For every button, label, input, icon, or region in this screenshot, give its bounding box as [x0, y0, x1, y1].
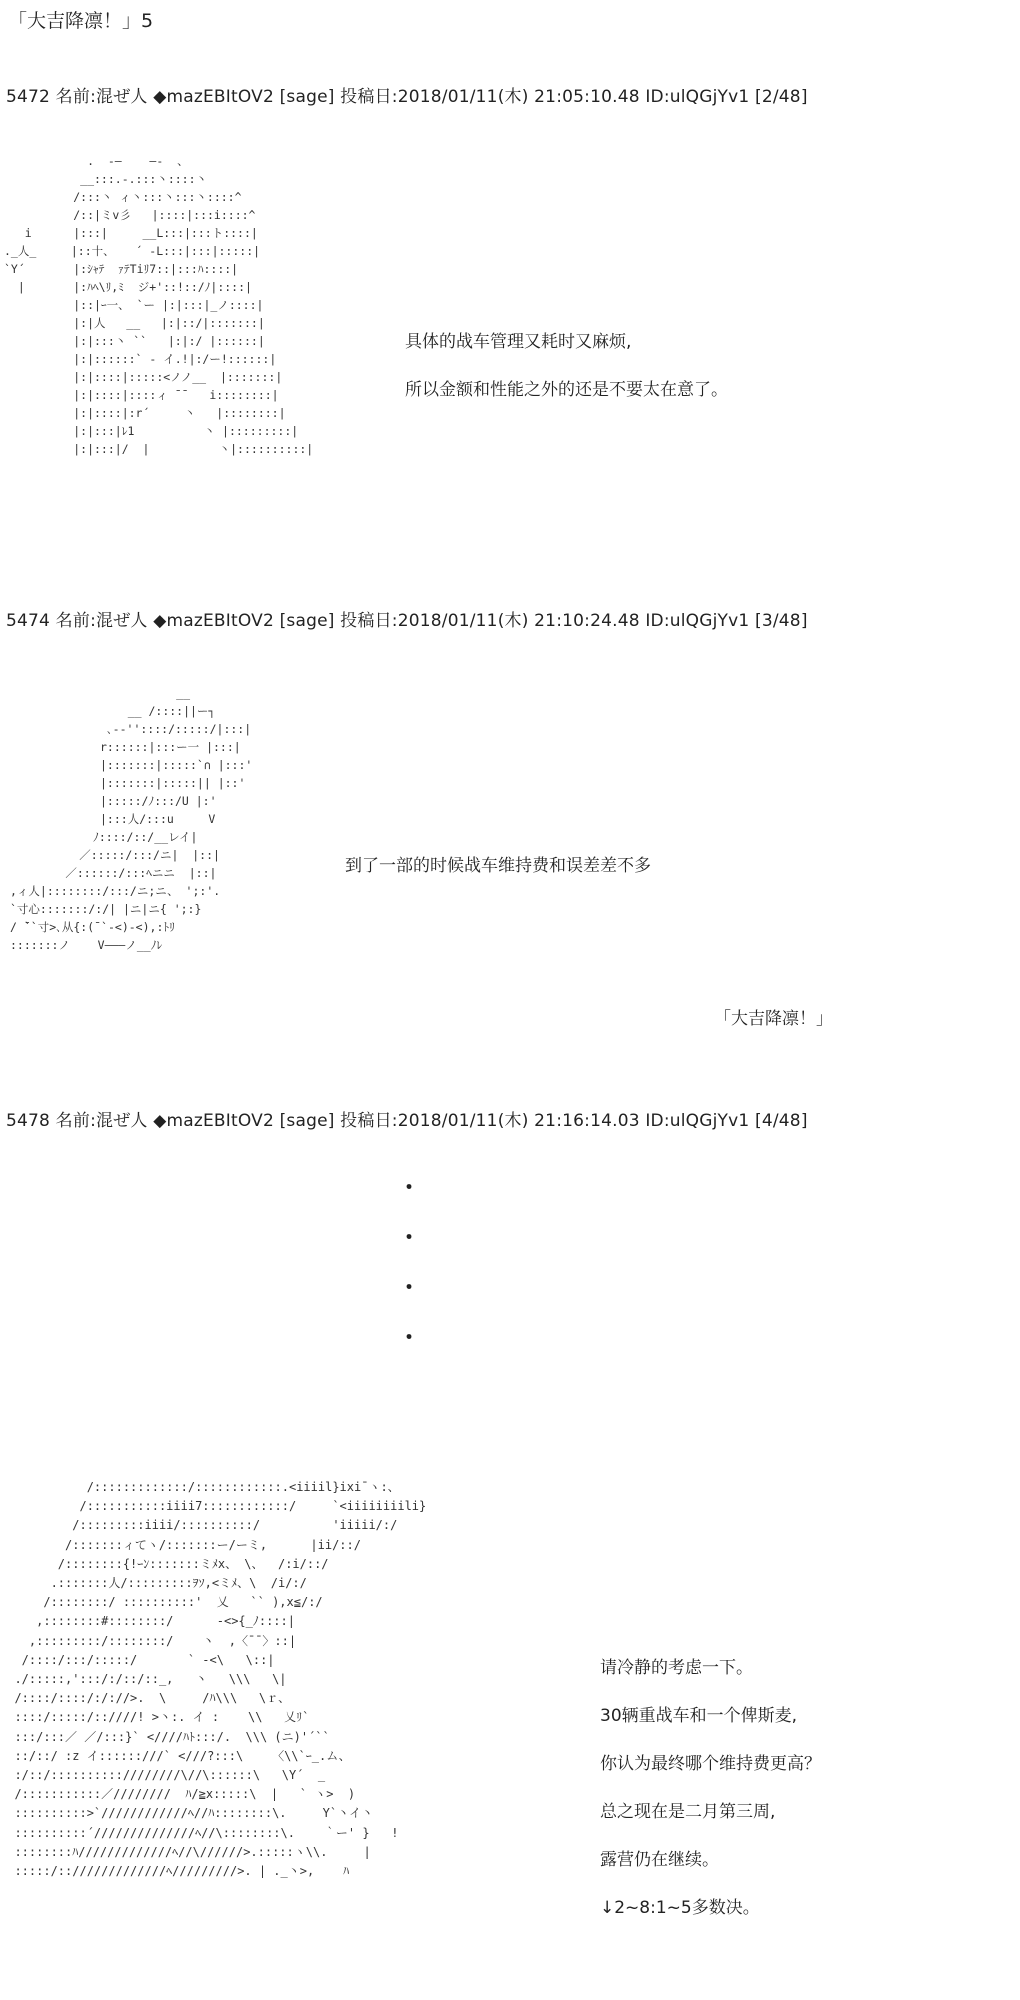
dialog-line: ↓2~8:1~5多数决。: [600, 1898, 760, 1918]
dialog-line: 所以金额和性能之外的还是不要太在意了。: [405, 380, 728, 400]
dot: ・: [398, 1176, 421, 1201]
dialog-line: 总之现在是二月第三周,: [600, 1802, 776, 1822]
post-dialog: [345, 842, 651, 890]
dialog-line: 到了一部的时候战车维持费和误差差不多: [345, 856, 651, 876]
post-dialog: [600, 1644, 821, 1932]
post-dialog: [405, 318, 728, 414]
ascii-art-character: . -― ―- 、 __:::.-.:::丶::::丶 /:::丶 ィ丶:::丶:::丶::::^ /::|ミv彡 |::::|:::i::::^ i |:::| __L:::|:::ト::::| ._人_ |::十、 ´ ‐L:::|:::|:::::| `Y´ |:ｼｬﾃ ｧﾃTiﾘ7::|:::ﾊ::::| | |:ﾊﾍ\ﾘ,ﾐ ジ+'::!::/ﾉ|::::| |::|ｰ一、 `ー |:|:::|_ノ::::| |:|人 __ |:|::/|:::::::| |:|:::丶 `` |:|:/ |::::::| |:|::::::` - イ.!|:/ー!::::::| |:|::::|:::::<ノノ__ |:::::::| |:|::::|::::ィ ̄ ̄ i::::::::| |:|::::|:r´ 丶 |::::::::| |:|:::|ﾚ1 丶 |:::::::::| |:|:::|/ | 丶|::::::::::|: [4, 154, 314, 456]
dialog-line: 请冷静的考虑一下。: [600, 1658, 753, 1678]
post-header: 5478 名前:混ぜ人 ◆mazEBItOV2 [sage] 投稿日:2018/01/11(木) 21:16:14.03 ID:ulQGjYv1 [4/48]: [6, 1111, 808, 1131]
ascii-art-character: /:::::::::::::/::::::::::::.<iiiil}ixi¯ヽ:、 /:::::::::::iiii7::::::::::::/ `<iiiiiiiili} /:::::::::iiii/::::::::::/ 'iiiii/:/ /:::::::ィてヽ/:::::::ー/ーミ, |ii/::/ /::::::::{!ｰﾝ:::::::ミﾒx、 \、 /:i/::/ .:::::::人/:::::::::ｦｿ,<ミﾒ、\ /i/:/ /::::::::/ ::::::::::' 乂 `` ),x≦/:/ ,::::::::#::::::::/ ‐<>{_ﾉ::::| ,:::::::::/::::::::/ 丶 ,〈¯¯〉::| /::::/:::/:::::/ ` ‐<\ \::| ./:::::,':::/:/::/::_, 丶 \\\ \| /::::/::::/:/://>. \ /ﾊ\\\ \ｒ、 ::::/:::::/::////! >丶:. イ : \\ 乂ﾘ` :::/:::／ ／/:::}` <////ﾊﾄ:::/. \\\ (ニ)'´`` ::/::/ :z イ::::::///` <///?:::\ 〈\\`ｰ_.ム、 :/::/::::::::::////////\//\::::::\ \Y´ _ /:::::::::::／//////// ﾊ/≧x:::::\ | ` ヽ> ) ::::::::::>`////////////ﾍ//ﾊ::::::::\. Y`丶イ丶 ::::::::::´//////////////ﾍ//\::::::::\. ｀ー' } ! ::::::::ﾊ/////////////ﾍ//\//////>.:::::ヽ\\. | :::::/:://///////////ﾍ/////////>. | ._丶>, ﾊ: [14, 1480, 427, 1879]
dialog-line: 你认为最终哪个维持费更高？: [600, 1754, 821, 1774]
dot: ・: [398, 1226, 421, 1251]
post-header: 5474 名前:混ぜ人 ◆mazEBItOV2 [sage] 投稿日:2018/01/11(木) 21:10:24.48 ID:ulQGjYv1 [3/48]: [6, 611, 808, 631]
ascii-art-character: __ __ /::::||ー┐ ､-‐''::::/:::::/|:::| r::::::|:::ー一 |:::| |:::::::|:::::`∩ |:::' |:::::::|:::::|| |::' |:::::/ﾉ:::/U |:' |:::人/:::u V ﾉ::::/::/__レイ| ／:::::/:::/ニ| |::| ／::::::/:::ﾍニニ |::| ,ィ人|::::::::/:::/ニ;ニ、 ';:'. `寸心:::::::/:/| |ニ|ニ{ ';:} / ̄``寸>､从{:(¯`-<)-<),:ﾄﾘ :::::::ノ V―――ノ__ﾉﾚ: [10, 686, 253, 952]
post-header: 5472 名前:混ぜ人 ◆mazEBItOV2 [sage] 投稿日:2018/01/11(木) 21:05:10.48 ID:ulQGjYv1 [2/48]: [6, 87, 808, 107]
page-title: 「大吉降凛！」5: [8, 10, 154, 32]
dot: ・: [398, 1326, 421, 1351]
ellipsis-dots: [398, 1164, 420, 1364]
dot: ・: [398, 1276, 421, 1301]
dialog-line: 露营仍在继续。: [600, 1850, 719, 1870]
quote-line: 「大吉降凛！」: [714, 1009, 833, 1029]
dialog-line: 30辆重战车和一个俾斯麦,: [600, 1706, 798, 1726]
dialog-line: 具体的战车管理又耗时又麻烦,: [405, 332, 632, 352]
